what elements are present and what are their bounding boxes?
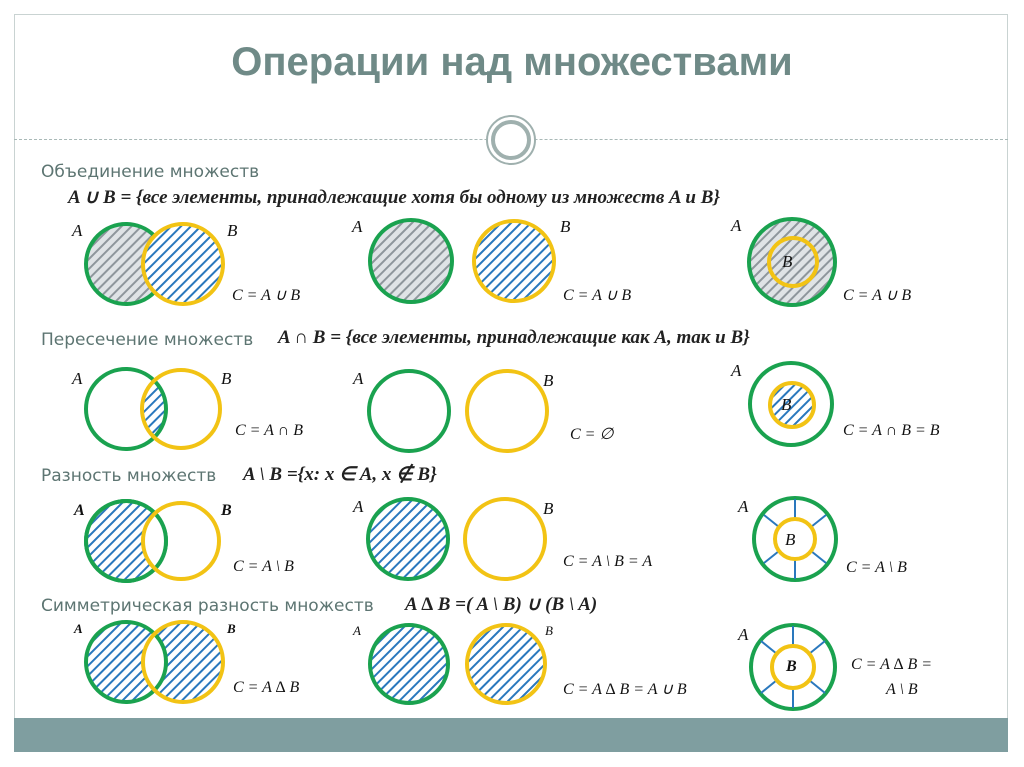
- set-b-label: B: [227, 621, 236, 636]
- difference-heading: Разность множеств: [41, 466, 217, 486]
- symmetric-formula: A ∆ B =( A \ B) ∪ (B \ A): [405, 594, 598, 615]
- set-a-label: A: [731, 216, 742, 235]
- union-diagram-1: [86, 224, 223, 304]
- intersection-formula: A ∩ B = {все элементы, принадлежащие как A, так и B}: [278, 327, 750, 348]
- symmetric-diagram-1: [86, 622, 223, 702]
- set-a-label: A: [731, 361, 742, 380]
- page-title: Операции над множествами: [231, 40, 793, 84]
- set-a-label: A: [353, 369, 364, 388]
- result-formula: C = A \ B = A: [563, 553, 653, 570]
- set-a-label: A: [738, 625, 749, 644]
- footer-bar: [14, 718, 1008, 752]
- intersection-diagram-2: [369, 371, 547, 451]
- set-a-label: A: [352, 217, 363, 236]
- set-b-label: B: [545, 623, 553, 638]
- set-a-label: A: [72, 369, 83, 388]
- set-a-label: A: [738, 497, 749, 516]
- set-b-label: B: [782, 252, 793, 271]
- set-b-label: B: [227, 221, 238, 240]
- intersection-diagram-1: [86, 369, 220, 449]
- result-formula: C = A ∪ B: [563, 287, 632, 304]
- union-diagram-2: [370, 220, 554, 302]
- result-formula: C = A ∪ B: [232, 287, 301, 304]
- result-formula: C = A \ B: [846, 559, 907, 576]
- intersection-heading: Пересечение множеств: [41, 330, 254, 350]
- result-formula: C = A ∪ B: [843, 287, 912, 304]
- union-formula: A ∪ B = {все элементы, принадлежащие хотя бы одному из множеств A и B}: [68, 187, 721, 208]
- symmetric-heading: Симметрическая разность множеств: [41, 596, 374, 616]
- result-formula: C = A ∩ B: [235, 422, 303, 439]
- set-b-label: B: [785, 530, 796, 549]
- set-a-label: A: [74, 502, 85, 519]
- difference-diagram-2: [368, 499, 545, 579]
- set-a-label: A: [74, 621, 83, 636]
- set-a-label: A: [353, 623, 361, 638]
- result-formula: C = A ∆ B =: [851, 656, 933, 673]
- set-b-label: B: [221, 502, 232, 519]
- result-formula: A \ B: [886, 681, 918, 698]
- result-formula: C = A ∆ B: [233, 679, 300, 696]
- difference-formula: A \ B ={x: x ∈ A, x ∉ B}: [243, 464, 437, 485]
- result-formula: C = A \ B: [233, 558, 294, 575]
- result-formula: C = ∅: [570, 426, 614, 443]
- set-a-label: A: [353, 497, 364, 516]
- symmetric-diagram-2: [370, 625, 545, 703]
- set-b-label: B: [221, 369, 232, 388]
- union-heading: Объединение множеств: [41, 162, 260, 182]
- set-b-label: B: [786, 658, 797, 675]
- set-b-label: B: [781, 395, 792, 414]
- result-formula: C = A ∩ B = B: [843, 422, 940, 439]
- difference-diagram-1: [86, 501, 219, 581]
- set-b-label: B: [560, 217, 571, 236]
- set-a-label: A: [72, 221, 83, 240]
- result-formula: C = A ∆ B = A ∪ B: [563, 681, 687, 698]
- set-b-label: B: [543, 371, 554, 390]
- set-b-label: B: [543, 499, 554, 518]
